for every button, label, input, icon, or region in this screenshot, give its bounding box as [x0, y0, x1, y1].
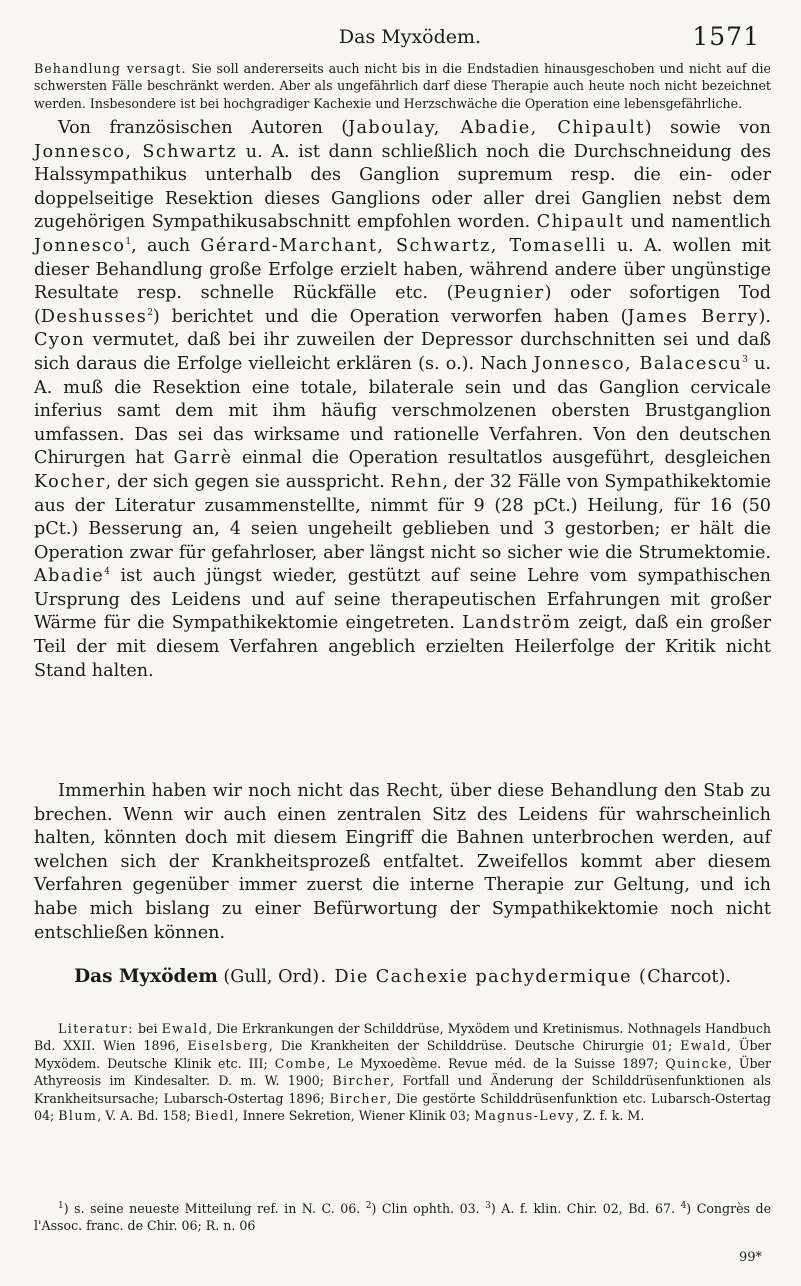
text-run: , Le Myxoedème. Revue méd. de la Suisse 1897;: [326, 1055, 666, 1071]
author-name: Jonnesco, Schwartz: [34, 141, 238, 162]
section-title: Das Myxödem: [74, 966, 218, 987]
author-name: Kocher: [34, 471, 106, 492]
section-heading: [34, 965, 771, 990]
signature-mark: 99*: [738, 1250, 762, 1265]
text-run: einmal die Operation resultatlos ausgeführt, desgleichen: [232, 448, 771, 469]
footnote-text: ) A. f. klin. Chir. 02, Bd. 67.: [490, 1201, 681, 1216]
text-run: , Über Athyreosis im Kindesalter. D. m. W. 1900;: [34, 1055, 771, 1089]
text-run: , Über Myxödem. Deutsche Klinik etc. III;: [34, 1038, 771, 1071]
footnote-marker: 1: [125, 237, 132, 248]
author-name: Landström: [462, 613, 572, 634]
author-name: Eiselsberg: [187, 1038, 269, 1054]
text-run: , V. A. Bd. 158;: [97, 1108, 195, 1124]
author-name: Peugnier: [453, 283, 545, 304]
text-run: vermutet, daß bei ihr zuweilen der Depressor durchschnitten sei und daß sich daraus die Erfolge vielleicht erklären (s. o.). Nach: [34, 330, 771, 374]
paragraph-sympathectomy: [34, 117, 771, 683]
text-run: , Die Krankheiten der Schilddrüse. Deutsche Chirurgie 01;: [268, 1038, 681, 1054]
author-name: Jonnesco, Balacescu: [533, 353, 743, 374]
text-run: (: [217, 967, 231, 987]
author-name: Jonnesco: [34, 235, 126, 256]
text-run: , Die gestörte Schilddrüsenfunktion etc. Lubarsch-Ostertag 04;: [34, 1090, 771, 1124]
author-name: Abadie: [34, 566, 105, 587]
author-name: Biedl: [194, 1108, 235, 1124]
author-name: Bircher: [329, 1090, 388, 1106]
text-run: u. A. ist dann schließlich noch die Durchschneidung des Halssympathikus unterhalb des Ganglion supremum resp. die ein- oder doppelseitige Resektion dieses Ganglions oder aller drei Ganglien nebst dem zugehörigen Sympathikusabschnitt empfohlen worden.: [34, 141, 771, 233]
page-header: [60, 22, 760, 54]
author-name: Deshusses: [40, 306, 148, 327]
text-run: , der sich gegen sie ausspricht.: [105, 471, 391, 492]
literature-label: Literatur:: [58, 1021, 134, 1036]
page-number: 1571: [692, 22, 760, 51]
author-name: Charcot: [647, 967, 719, 987]
footnote-marker: 2: [365, 1200, 372, 1211]
footnote-marker: 4: [680, 1200, 687, 1211]
intro-text: Sie soll andererseits auch nicht bis in die Endstadien hinausgeschoben und nicht auf die schwersten Fälle beschränkt werden. Aber als ungefährlich darf diese Therapie auch heute noch nicht bezeichnet werden. Insbesondere ist bei hochgradiger Kachexie und Herzschwäche die Operation eine lebensgefährliche.: [34, 61, 771, 111]
author-name: Gull, Ord: [230, 967, 313, 987]
text-run: u. A. wollen mit dieser Behandlung große Erfolge erzielt haben, während andere über ungünstige Resultate resp. schnelle Rückfälle etc. (: [34, 235, 772, 304]
text-run: ) oder sofortigen Tod (: [34, 283, 772, 327]
footnote-marker: 4: [104, 567, 110, 578]
footnote-text: ) Congrès de l'Assoc. franc. de Chir. 06; R. n. 06: [34, 1201, 772, 1234]
text-run: , Z. f. k. M.: [574, 1108, 645, 1124]
text-run: ).: [718, 967, 731, 987]
author-name: Garrè: [173, 448, 233, 469]
text-run: ) sowie von: [644, 118, 771, 138]
text-run: ist auch jüngst wieder, gestützt auf seine Lehre vom sympathischen Ursprung des Leidens und auf seine therapeutischen Erfahrungen mit großer Wärme für die Sympathikektomie eingetreten.: [34, 566, 771, 634]
author-name: Ewald: [680, 1038, 727, 1054]
text-run: u. A. muß die Resektion eine totale, bilaterale sein und das Ganglion cervicale inferius samt dem mit ihm häufig verschmolzenen obersten Brustganglion umfassen. Das sei das wirksame und rationelle Verfahren. Von den deutschen Chirurgen hat: [34, 353, 771, 469]
running-title: Das Myxödem.: [338, 26, 482, 48]
author-name: Combe: [274, 1055, 327, 1071]
intro-lead: Behandlung versagt.: [34, 61, 187, 76]
footnote-marker: 3: [485, 1200, 491, 1211]
paragraph-conclusion: Immerhin haben wir noch nicht das Recht, über diese Behandlung den Stab zu brechen. Wenn wir auch einen zentralen Sitz des Leidens für wahrscheinlich halten, könnten doch mit diesem Eingriff die Bahnen unterbrochen werden, auf welchen sich der Krankheitsprozeß entfaltet. Zweifellos kommt aber diesem Verfahren gegenüber immer zuerst die interne Therapie zur Geltung, und ich habe mich bislang zu einer Befürwortung der Sympathikektomie noch nicht entschließen können.: [34, 781, 771, 943]
author-name: Jaboulay, Abadie, Chipault: [348, 118, 645, 138]
footnote-text: ) Clin ophth. 03.: [371, 1201, 486, 1216]
author-name: Ewald: [161, 1021, 209, 1036]
footnote-marker: 1: [58, 1200, 64, 1211]
text-run: , Die Erkrankungen der Schilddrüse, Myxödem und Kretinismus. Nothnagels Handbuch Bd. XXII. Wien 1896,: [34, 1021, 771, 1054]
text-run: Von französischen Autoren (: [58, 118, 349, 138]
footnote-marker: 3: [742, 355, 748, 366]
author-name: Magnus-Levy: [474, 1108, 575, 1124]
footnote-text: ) s. seine neueste Mitteilung ref. in N. C. 06.: [63, 1201, 366, 1216]
author-name: James Berry: [627, 306, 759, 327]
author-name: Cyon: [34, 330, 85, 351]
author-name: Chipault: [536, 212, 625, 233]
text-run: , der 32 Fälle von Sympathikektomie aus der Literatur zusammenstellte, nimmt für 9 (28 pCt.) Heilung, für 16 (50 pCt.) Besserung an, 4 seien ungeheilt geblieben und 3 gestorben; er hält die Operation zwar für gefahrloser, aber längst nicht so sicher wie die Strumektomie.: [34, 471, 771, 563]
author-name: Rehn: [390, 471, 443, 492]
literature-list: [34, 1020, 771, 1124]
author-name: Quincke: [665, 1055, 728, 1071]
text-run: , Innere Sekretion, Wiener Klinik 03;: [234, 1108, 475, 1124]
intro-paragraph: [34, 60, 771, 112]
author-name: Bircher: [332, 1073, 391, 1089]
footnotes: [34, 1200, 771, 1235]
text-run: ) berichtet und die Operation verworfen haben (: [152, 306, 628, 327]
text-run: , Fortfall und Änderung der Schilddrüsenfunktionen als Krankheitsursache; Lubarsch-Ostertag 1896;: [34, 1073, 771, 1106]
text-run: ). Die Cachexie pachydermique (: [312, 967, 648, 987]
text-run: , auch: [131, 235, 201, 256]
author-name: Blum: [58, 1108, 98, 1124]
text-run: zeigt, daß ein großer Teil der mit diesem Verfahren angeblich erzielten Heilerfolge der Kritik nicht Stand halten.: [34, 613, 771, 681]
author-name: Gérard-Marchant, Schwartz, Tomaselli: [200, 235, 607, 256]
text-run: und namentlich: [624, 212, 771, 233]
text-run: bei: [133, 1021, 162, 1036]
text-run: ).: [758, 306, 771, 327]
footnote-marker: 2: [147, 307, 153, 318]
